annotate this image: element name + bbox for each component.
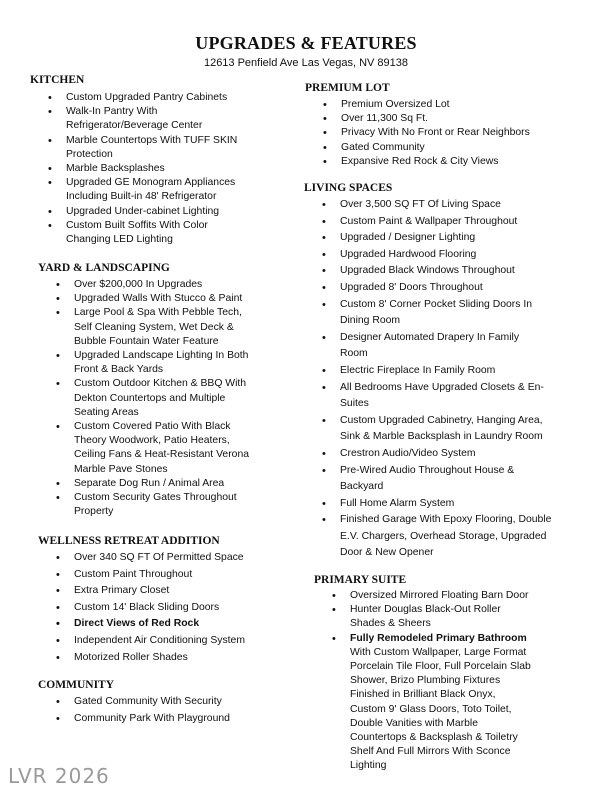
list-item: • Walk-In Pantry With Refrigerator/Beverage Center bbox=[30, 105, 295, 133]
yard-heading: YARD & LANDSCAPING bbox=[38, 262, 170, 274]
list-item: • All Bedrooms Have Upgraded Closets & En- Suites bbox=[304, 380, 604, 413]
list-item: • Upgraded GE Monogram Appliances Including Built-in 48' Refrigerator bbox=[30, 176, 295, 204]
list-item: • Marble Countertops With TUFF SKIN Protection bbox=[30, 134, 295, 162]
list-item: • Direct Views of Red Rock bbox=[38, 616, 298, 633]
living-section bbox=[304, 181, 604, 562]
list-item: • Custom Outdoor Kitchen & BBQ With Dekton Countertops and Multiple Seating Areas bbox=[38, 377, 298, 420]
list-item: • Custom Upgraded Pantry Cabinets bbox=[30, 91, 295, 105]
primary-suite-heading: PRIMARY SUITE bbox=[314, 574, 407, 586]
list-item-bathroom: • Fully Remodeled Primary Bathroom With Custom Wallpaper, Large Format Porcelain Tile Floor, Full Porcelain Slab Shower, Brizo Plumbing Fixtures Finished in Brilliant Black Onyx, Custom 9' Glass Doors, Toto Toilet, Double Vanities with Marble Countertops & Backsplash & Toiletry Shelf And Full Mirrors With Sconce Lighting bbox=[314, 632, 604, 774]
kitchen-heading: KITCHEN bbox=[30, 74, 85, 86]
community-list bbox=[38, 694, 298, 727]
kitchen-list bbox=[30, 91, 295, 247]
bathroom-title: Fully Remodeled Primary Bathroom bbox=[350, 632, 527, 644]
list-item: • Designer Automated Drapery In Family Room bbox=[304, 330, 604, 363]
list-item: • Gated Community With Security bbox=[38, 694, 298, 711]
yard-list bbox=[38, 278, 298, 519]
list-item: • Pre-Wired Audio Throughout House & Backyard bbox=[304, 463, 604, 496]
premium-lot-section bbox=[305, 81, 605, 169]
property-address: 12613 Penfield Ave Las Vegas, NV 89138 bbox=[203, 57, 409, 69]
premium-lot-list bbox=[305, 98, 605, 169]
kitchen-section bbox=[30, 73, 295, 247]
list-item: • Marble Backsplashes bbox=[30, 162, 295, 176]
list-item: • Large Pool & Spa With Pebble Tech, Self Cleaning System, Wet Deck & Bubble Fountain Water Feature bbox=[38, 306, 298, 349]
living-heading: LIVING SPACES bbox=[304, 182, 393, 194]
list-item: • Gated Community bbox=[305, 141, 605, 155]
list-item: • Premium Oversized Lot bbox=[305, 98, 605, 112]
list-item: • Full Home Alarm System bbox=[304, 496, 604, 513]
list-item: • Extra Primary Closet bbox=[38, 583, 298, 600]
wellness-heading: WELLNESS RETREAT ADDITION bbox=[38, 535, 220, 547]
list-item: • Custom Paint Throughout bbox=[38, 567, 298, 584]
list-item: • Separate Dog Run / Animal Area bbox=[38, 477, 298, 491]
list-item: • Finished Garage With Epoxy Flooring, Double E.V. Chargers, Overhead Storage, Upgraded Door & New Opener bbox=[304, 512, 604, 562]
list-item: • Motorized Roller Shades bbox=[38, 650, 298, 667]
premium-lot-heading: PREMIUM LOT bbox=[305, 82, 390, 94]
primary-suite-list bbox=[314, 589, 604, 774]
list-item: • Over 11,300 Sq Ft. bbox=[305, 112, 605, 126]
list-item: • Privacy With No Front or Rear Neighbors bbox=[305, 126, 605, 140]
list-item: • Upgraded Black Windows Throughout bbox=[304, 263, 604, 280]
list-item: • Upgraded Landscape Lighting In Both Front & Back Yards bbox=[38, 349, 298, 377]
living-list bbox=[304, 197, 604, 562]
page-title: UPGRADES & FEATURES bbox=[195, 33, 417, 53]
wellness-list bbox=[38, 550, 298, 666]
list-item: • Crestron Audio/Video System bbox=[304, 446, 604, 463]
list-item: • Electric Fireplace In Family Room bbox=[304, 363, 604, 380]
primary-suite-section bbox=[314, 573, 604, 774]
list-item: • Upgraded 8' Doors Throughout bbox=[304, 280, 604, 297]
list-item: • Expansive Red Rock & City Views bbox=[305, 155, 605, 169]
list-item: • Upgraded Walls With Stucco & Paint bbox=[38, 292, 298, 306]
list-item: • Community Park With Playground bbox=[38, 711, 298, 728]
list-item: • Independent Air Conditioning System bbox=[38, 633, 298, 650]
community-section bbox=[38, 678, 298, 727]
list-item: • Upgraded Under-cabinet Lighting bbox=[30, 205, 295, 219]
list-item: • Upgraded Hardwood Flooring bbox=[304, 247, 604, 264]
list-item: • Over 3,500 SQ FT Of Living Space bbox=[304, 197, 604, 214]
list-item: • Custom 8' Corner Pocket Sliding Doors In Dining Room bbox=[304, 297, 604, 330]
watermark: LVR 2026 bbox=[8, 764, 110, 788]
list-item: • Hunter Douglas Black-Out Roller Shades & Sheers bbox=[314, 603, 604, 631]
list-item: • Custom Paint & Wallpaper Throughout bbox=[304, 214, 604, 231]
list-item: • Over $200,000 In Upgrades bbox=[38, 278, 298, 292]
list-item: • Oversized Mirrored Floating Barn Door bbox=[314, 589, 604, 603]
wellness-section bbox=[38, 534, 298, 666]
list-item: • Upgraded / Designer Lighting bbox=[304, 230, 604, 247]
list-item: • Over 340 SQ FT Of Permitted Space bbox=[38, 550, 298, 567]
list-item: • Custom Built Soffits With Color Changing LED Lighting bbox=[30, 219, 295, 247]
yard-section bbox=[38, 261, 298, 519]
list-item: • Custom Covered Patio With Black Theory Woodwork, Patio Heaters, Ceiling Fans & Heat-Resistant Verona Marble Pave Stones bbox=[38, 420, 298, 477]
list-item: • Custom 14' Black Sliding Doors bbox=[38, 600, 298, 617]
list-item: • Custom Upgraded Cabinetry, Hanging Area, Sink & Marble Backsplash in Laundry Room bbox=[304, 413, 604, 446]
community-heading: COMMUNITY bbox=[38, 679, 115, 691]
list-item: • Custom Security Gates Throughout Property bbox=[38, 491, 298, 519]
